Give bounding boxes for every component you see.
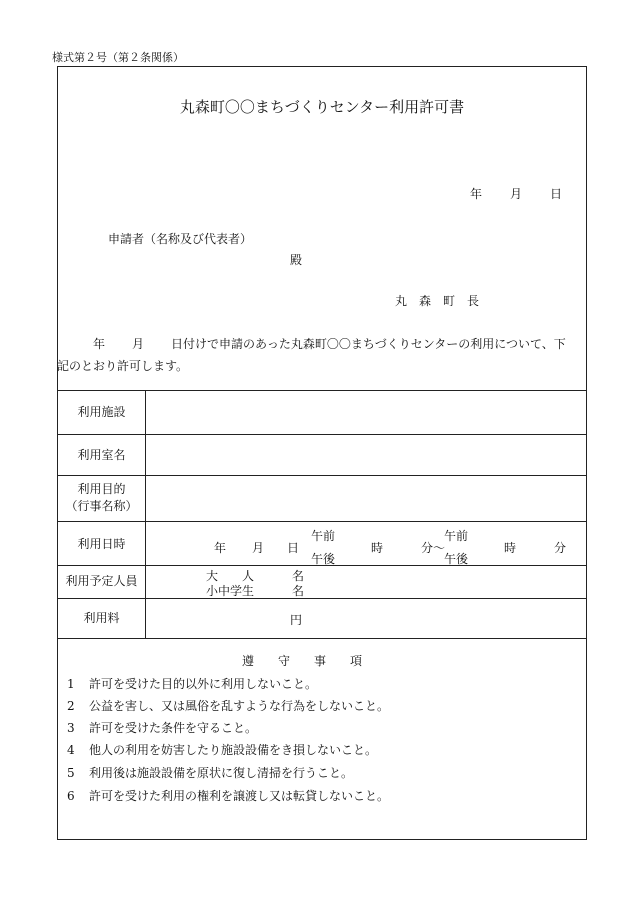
rule-number: 5: [67, 766, 75, 780]
table-row-divider: [57, 475, 587, 476]
honorific: 殿: [290, 253, 303, 267]
body-text-line-2: 記のとおり許可します。: [57, 359, 189, 373]
issuer-name: 丸 森 町 長: [395, 294, 480, 308]
people-child-label: 小中学生: [206, 584, 255, 598]
date-day: 日: [550, 187, 563, 201]
table-row-divider: [57, 598, 587, 599]
date-month: 月: [510, 187, 523, 201]
rule-text: 許可を受けた目的以外に利用しないこと。: [89, 677, 318, 691]
rules-heading: 遵 守 事 項: [242, 654, 363, 668]
datetime-pm: 午後: [311, 552, 336, 566]
fee-unit: 円: [290, 613, 303, 627]
datetime-label: 利用日時: [77, 537, 126, 551]
table-bottom-border: [57, 638, 587, 639]
table-column-divider: [145, 390, 146, 638]
table-row-divider: [57, 521, 587, 522]
rule-item: [67, 719, 257, 736]
table-row-divider: [57, 434, 587, 435]
people-adult-unit: 名: [292, 569, 305, 583]
datetime-am: 午前: [311, 529, 336, 543]
date-year: 年: [470, 187, 483, 201]
rule-text: 利用後は施設設備を原状に復し清掃を行うこと。: [89, 766, 354, 780]
rule-item: [67, 764, 353, 781]
datetime-pm-end: 午後: [444, 552, 469, 566]
body-year: 年: [93, 337, 106, 351]
applicant-label: 申請者（名称及び代表者）: [108, 232, 253, 246]
datetime-day: 日: [287, 541, 300, 555]
rule-number: 6: [67, 789, 75, 803]
rule-text: 許可を受けた条件を守ること。: [89, 721, 258, 735]
rule-item: [67, 787, 389, 804]
people-adult-label: 大 人: [206, 569, 255, 583]
rule-item: [67, 697, 389, 714]
form-number: 様式第２号（第２条関係）: [52, 51, 184, 64]
rule-number: 1: [67, 677, 75, 691]
datetime-minute-to: 分～: [421, 541, 446, 555]
datetime-hour: 時: [371, 541, 384, 555]
purpose-sublabel: （行事名称）: [65, 499, 138, 513]
datetime-am-end: 午前: [444, 529, 469, 543]
datetime-hour-end: 時: [504, 541, 517, 555]
body-text-line-1: 日付けで申請のあった丸森町〇〇まちづくりセンターの利用について、下: [171, 337, 566, 351]
rule-item: [67, 675, 317, 692]
people-label: 利用予定人員: [65, 574, 138, 588]
rule-number: 2: [67, 699, 75, 713]
facility-label: 利用施設: [77, 405, 126, 419]
document-title: 丸森町〇〇まちづくりセンター利用許可書: [179, 98, 465, 116]
rule-text: 公益を害し、又は風俗を乱すような行為をしないこと。: [89, 699, 390, 713]
purpose-label: 利用目的: [77, 482, 126, 496]
body-month: 月: [132, 337, 145, 351]
rule-item: [67, 741, 377, 758]
rule-text: 許可を受けた利用の権利を譲渡し又は転貸しないこと。: [89, 789, 390, 803]
rule-number: 3: [67, 721, 75, 735]
fee-label: 利用料: [83, 611, 120, 625]
datetime-minute-end: 分: [554, 541, 567, 555]
rule-text: 他人の利用を妨害したり施設設備をき損しないこと。: [89, 743, 378, 757]
datetime-year: 年: [214, 541, 227, 555]
table-top-border: [57, 390, 587, 391]
people-child-unit: 名: [292, 584, 305, 598]
datetime-month: 月: [252, 541, 265, 555]
rule-number: 4: [67, 743, 75, 757]
room-label: 利用室名: [77, 448, 126, 462]
